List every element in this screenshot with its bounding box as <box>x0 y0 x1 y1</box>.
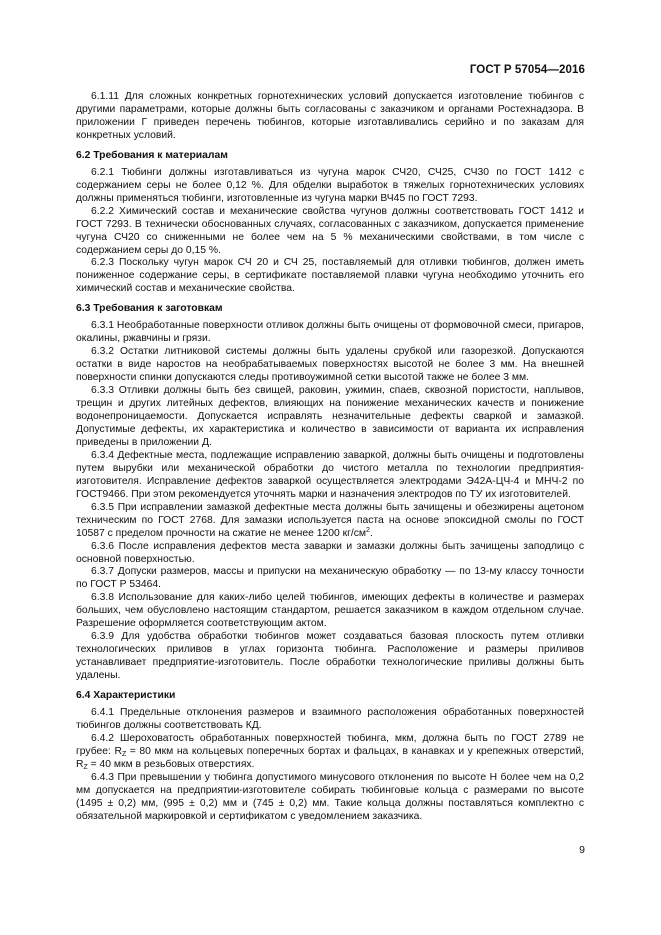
clause-6-4-1: 6.4.1 Предельные отклонения размеров и взаимного расположения обработанных поверхностей тюбингов должны соответствовать КД. <box>76 707 584 731</box>
clause-6-2-2: 6.2.2 Химический состав и механические свойства чугунов должны соответствовать ГОСТ 1412 и ГОСТ 7293. В технически обоснованных случаях, согласованных с заказчиком, допускается применение чугуна СЧ20 со сниженными не более чем на 5 % механическими свойствами, в том числе с содержанием серы до 0,15 %. <box>76 205 584 256</box>
clause-6-3-8: 6.3.8 Использование для каких-либо целей тюбингов, имеющих дефекты в количестве и размерах больших, чем обусловлено настоящим стандартом, решается заказчиком в каждом отдельном случае. Разрешение оформляется соответствующим актом. <box>76 592 584 630</box>
clause-6-3-5 <box>76 502 584 541</box>
clause-6-4-2-text-b: = 80 мкм на кольцевых поперечных бортах и фальцах, в канавках и у крепежных отверстий, R <box>76 745 584 770</box>
document-code: ГОСТ Р 57054—2016 <box>469 64 585 76</box>
subscript-z-1: Z <box>121 750 127 758</box>
section-heading-6-2: 6.2 Требования к материалам <box>76 149 228 161</box>
clause-6-3-9: 6.3.9 Для удобства обработки тюбингов может создаваться базовая плоскость путем отливки технологических приливов в углах горизонта тюбинга. Расположение и размеры приливов устанавливает предприятие-изготовитель. После обработки технологические приливы должны быть удалены. <box>76 631 584 682</box>
section-heading-6-3: 6.3 Требования к заготовкам <box>76 303 223 315</box>
section-heading-6-4: 6.4 Характеристики <box>76 690 176 702</box>
clause-6-4-2-text-c: = 40 мкм в резьбовых отверстиях. <box>87 758 255 770</box>
subscript-z-2: Z <box>83 763 88 771</box>
clause-6-3-5-end: . <box>369 527 373 539</box>
clause-6-1-11: 6.1.11 Для сложных конкретных горнотехнических условий допускается изготовление тюбингов с другими параметрами, которые должны быть согласованы с заказчиком и органами Ростехнадзора. В приложении Г приведен перечень тюбингов, которые изготавливались серийно и по заказам для конкретных условий. <box>76 91 584 141</box>
clause-6-3-2: 6.3.2 Остатки литниковой системы должны быть удалены срубкой или газорезкой. Допускаются остатки в виде наростов на необрабатываемых поверхностях высотой не более 3 мм. На внешней поверхности спинки допускаются следы противоужимной сетки высотой также не более 3 мм. <box>76 346 584 384</box>
clause-6-3-3: 6.3.3 Отливки должны быть без свищей, раковин, ужимин, спаев, сквозной пористости, наплывов, трещин и других литейных дефектов, влияющих на понижение механических качеств и понижение водонепроницаемости. Допускается исправлять незначительные дефекты сваркой и замазкой. Допустимые дефекты, их характеристика и количество в зависимости от варианта их исправления приведены в приложении Д. <box>76 385 584 448</box>
clause-6-3-6: 6.3.6 После исправления дефектов места заварки и замазки должны быть зачищены заподлицо с основной поверхностью. <box>76 540 584 565</box>
clause-6-3-1: 6.3.1 Необработанные поверхности отливок должны быть очищены от формовочной смеси, пригаров, окалины, ржавчины и грязи. <box>76 320 584 345</box>
clause-6-4-2-text-a: 6.4.2 Шероховатость обработанных поверхностей тюбинга, мкм, должна быть по ГОСТ 2789 не грубее: R <box>76 732 584 757</box>
clause-6-3-7: 6.3.7 Допуски размеров, массы и припуски на механическую обработку — по 13-му классу точности по ГОСТ Р 53464. <box>76 566 584 591</box>
superscript: 2 <box>366 526 370 534</box>
page-number: 9 <box>579 844 585 856</box>
clause-6-3-5-text: 6.3.5 При исправлении замазкой дефектные места должны быть зачищены и обезжирены ацетоном техническим по ГОСТ 2768. Для замазки используется паста на основе эпоксидной смолы по ГОСТ 10587 с пределом прочности на сжатие не менее 1200 кг/см <box>76 501 584 539</box>
clause-6-2-3: 6.2.3 Поскольку чугун марок СЧ 20 и СЧ 25, поставляемый для отливки тюбингов, должен иметь пониженное содержание серы, в сертификате поставляемой плавки чугуна необходимо уточнить его химический состав и механические свойства. <box>76 257 584 295</box>
clause-6-4-3: 6.4.3 При превышении у тюбинга допустимого минусового отклонения по высоте Н более чем на 0,2 мм допускается на предприятии-изготовителе собирать тюбинговые кольца с размерами по высоте (1495 ± 0,2) мм, (995 ± 0,2) мм и (745 ± 0,2) мм. Такие кольца должны поставляться комплектно с обязательной маркировкой и сертификатом с уведомлением заказчика. <box>76 771 584 822</box>
clause-6-4-2 <box>76 733 584 772</box>
clause-6-2-1: 6.2.1 Тюбинги должны изготавливаться из чугуна марок СЧ20, СЧ25, СЧ30 по ГОСТ 1412 с содержанием серы не более 0,12 %. Для обделки выработок в тяжелых горнотехнических условиях должны применяться тюбинги, изготовленные из чугуна марки ВЧ45 по ГОСТ 7293. <box>76 166 584 204</box>
clause-6-3-4: 6.3.4 Дефектные места, подлежащие исправлению заваркой, должны быть очищены и подготовлены путем вырубки или механической обработки до чистого металла по технологии предприятия-изготовителя. Исправление дефектов заваркой осуществляется электродами Э42А-ЦЧ-4 и МНЧ-2 по ГОСТ9466. При этом рекомендуется уточнять марки и назначения электродов по ТУ их изготовителей. <box>76 449 584 500</box>
document-body <box>76 91 584 824</box>
